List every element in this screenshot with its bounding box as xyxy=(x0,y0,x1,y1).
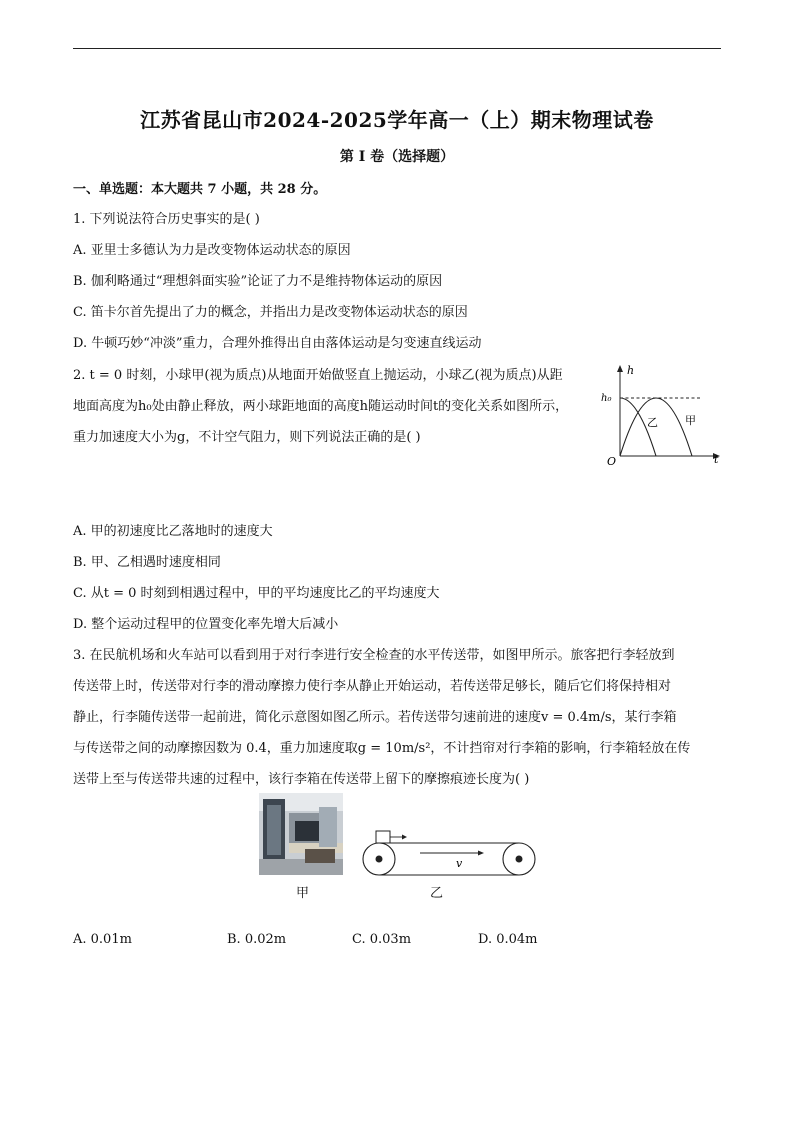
q2-option-a: A. 甲的初速度比乙落地时的速度大 xyxy=(73,524,273,539)
q3-stem-line-5: 送带上至与传送带共速的过程中，该行李箱在传送带上留下的摩擦痕迹长度为( ) xyxy=(73,772,530,787)
q2-stem-line-1: 2. t = 0 时刻，小球甲(视为质点)从地面开始做竖直上抛运动，小球乙(视为质点)从距 xyxy=(73,368,563,383)
q2-option-c: C. 从t = 0 时刻到相遇过程中，甲的平均速度比乙的平均速度大 xyxy=(73,586,440,601)
luggage-velocity-arrowhead xyxy=(402,835,407,840)
curve-yi-label: 乙 xyxy=(647,416,658,429)
q2-height-time-graph xyxy=(598,362,728,470)
q3-option-c: C. 0.03m xyxy=(352,932,412,947)
curve-jia-label: 甲 xyxy=(685,414,696,427)
velocity-label: v xyxy=(456,857,463,870)
header-rule xyxy=(73,48,721,49)
q3-stem-line-3: 静止，行李随传送带一起前进，简化示意图如图乙所示。若传送带匀速前进的速度v = 0.4m/s，某行李箱 xyxy=(73,710,677,725)
q1-stem: 1. 下列说法符合历史事实的是( ) xyxy=(73,212,260,227)
volume-subtitle: 第 I 卷（选择题） xyxy=(339,149,455,165)
luggage-box xyxy=(376,831,390,843)
q3-photo-security-scanner xyxy=(259,793,343,875)
h-axis-arrow xyxy=(617,365,623,372)
q1-option-a: A. 亚里士多德认为力是改变物体运动状态的原因 xyxy=(73,243,351,258)
q1-option-c: C. 笛卡尔首先提出了力的概念，并指出力是改变物体运动状态的原因 xyxy=(73,305,468,320)
q2-option-b: B. 甲、乙相遇时速度相同 xyxy=(73,555,221,570)
t-axis-label: t xyxy=(714,453,719,466)
right-roller-axle xyxy=(516,856,523,863)
exam-title: 江苏省昆山市2024-2025学年高一（上）期末物理试卷 xyxy=(140,108,654,132)
q3-conveyor-diagram xyxy=(362,828,538,882)
left-roller-axle xyxy=(376,856,383,863)
origin-label: O xyxy=(607,455,617,468)
q3-option-d: D. 0.04m xyxy=(478,932,538,947)
q3-stem-line-4: 与传送带之间的动摩擦因数为 0.4，重力加速度取g = 10m/s²，不计挡帘对行李箱的影响，行李箱轻放在传 xyxy=(73,741,691,756)
q1-option-d: D. 牛顿巧妙“冲淡”重力，合理外推得出自由落体运动是匀变速直线运动 xyxy=(73,336,482,351)
q3-option-b: B. 0.02m xyxy=(227,932,287,947)
q2-stem-line-2: 地面高度为h₀处由静止释放，两小球距地面的高度h随运动时间t的变化关系如图所示， xyxy=(73,399,569,414)
q2-option-d: D. 整个运动过程甲的位置变化率先增大后减小 xyxy=(73,617,339,632)
belt-velocity-arrowhead xyxy=(478,851,484,856)
section-heading: 一、单选题：本大题共 7 小题，共 28 分。 xyxy=(73,182,327,197)
q1-option-b: B. 伽利略通过“理想斜面实验”论证了力不是维持物体运动的原因 xyxy=(73,274,443,289)
q3-option-a: A. 0.01m xyxy=(73,932,132,947)
q3-stem-line-1: 3. 在民航机场和火车站可以看到用于对行李进行安全检查的水平传送带，如图甲所示。旅客把行李轻放到 xyxy=(73,648,675,663)
q3-stem-line-2: 传送带上时，传送带对行李的滑动摩擦力使行李从静止开始运动，若传送带足够长，随后它们将保持相对 xyxy=(73,679,672,694)
q3-figure-yi-label: 乙 xyxy=(430,886,444,901)
q3-figure-jia-label: 甲 xyxy=(296,886,310,901)
q2-stem-line-3: 重力加速度大小为g，不计空气阻力，则下列说法正确的是( ) xyxy=(73,430,421,445)
h-axis-label: h xyxy=(627,364,635,377)
h0-label: h₀ xyxy=(601,393,612,404)
